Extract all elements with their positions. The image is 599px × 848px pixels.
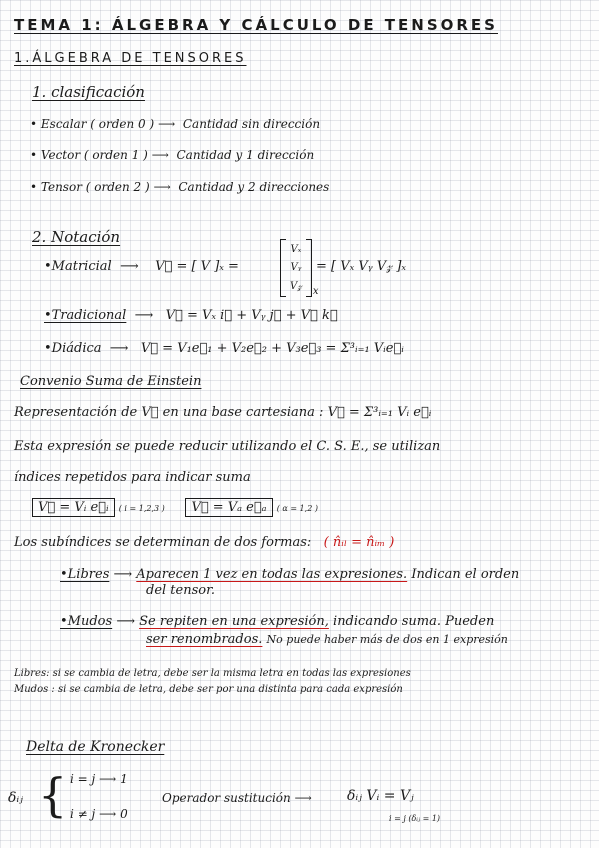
kronecker-heading: Delta de Kronecker — [26, 739, 165, 755]
matrix-entry-x: Vₓ — [290, 243, 302, 255]
einstein-line-3: índices repetidos para indicar suma — [14, 470, 251, 485]
index-boxes: V⃗ = Vᵢ e⃗ᵢ ( i = 1,2,3 ) V⃗ = Vₐ e⃗ₐ ( α = 1,2 ) — [32, 498, 318, 517]
section-heading: 1.ÁLGEBRA DE TENSORES — [14, 51, 247, 66]
red-annotation: ( n̂ᵢₗ = n̂ᵢₘ ) — [323, 535, 395, 550]
subindices-line: Los subíndices se determinan de dos formas: ( n̂ᵢₗ = n̂ᵢₘ ) — [14, 535, 395, 550]
class-item-tensor: • Tensor ( orden 2 ) ⟶ Cantidad y 2 direcciones — [30, 180, 330, 194]
einstein-line-2: Esta expresión se puede reducir utilizando el C. S. E., se utilizan — [14, 439, 441, 454]
column-matrix — [280, 239, 319, 297]
einstein-line-1: Representación de V⃗ en una base cartesiana : V⃗ = Σ³ᵢ₌₁ Vᵢ e⃗ᵢ — [14, 405, 432, 420]
operator-label: Operador sustitución ⟶ — [162, 791, 312, 805]
kronecker-symbol: δᵢⱼ — [8, 790, 23, 806]
class-item-escalar: • Escalar ( orden 0 ) ⟶ Cantidad sin dirección — [30, 117, 321, 131]
note-mudos: Mudos : si se cambia de letra, debe ser por una distinta para cada expresión — [14, 684, 403, 695]
note-libres: Libres: si se cambia de letra, debe ser la misma letra en todas las expresiones — [14, 668, 411, 679]
left-brace: { — [38, 768, 68, 822]
kronecker-case-equal: i = j ⟶ 1 — [70, 772, 128, 786]
libres-continuation: del tensor. — [146, 583, 216, 598]
substitution-note: i = j (δᵢⱼ = 1) — [389, 814, 441, 823]
einstein-heading: Convenio Suma de Einstein — [20, 374, 202, 389]
matrix-subscript: x — [312, 286, 319, 297]
matricial-row: •Matricial ⟶ V⃗ = [ V ]ₓ = — [44, 259, 239, 274]
subsection-notacion: 2. Notación — [32, 228, 121, 246]
class-item-vector: • Vector ( orden 1 ) ⟶ Cantidad y 1 dirección — [30, 148, 315, 162]
kronecker-case-unequal: i ≠ j ⟶ 0 — [70, 807, 128, 821]
matrix-entry-y: Vᵧ — [290, 262, 302, 274]
matrix-entry-z: V𝓏 — [290, 281, 302, 293]
libres-row: •Libres ⟶ Aparecen 1 vez en todas las expresiones. Indican el orden — [60, 567, 520, 582]
mudos-row: •Mudos ⟶ Se repiten en una expresión, indicando suma. Pueden — [60, 614, 495, 629]
subsection-clasificacion: 1. clasificación — [32, 83, 145, 101]
matricial-rhs: = [ Vₓ Vᵧ V𝓏 ]ₓ — [316, 259, 407, 274]
tradicional-row: •Tradicional ⟶ V⃗ = Vₓ i⃗ + Vᵧ j⃗ + V𝓏 k⃗ — [44, 308, 338, 323]
mudos-continuation: ser renombrados. No puede haber más de dos en 1 expresión — [146, 632, 508, 647]
boxed-expression-i: V⃗ = Vᵢ e⃗ᵢ — [32, 498, 115, 517]
diadica-row: •Diádica ⟶ V⃗ = V₁e⃗₁ + V₂e⃗₂ + V₃e⃗₃ = Σ³ᵢ₌₁ Vᵢe⃗ᵢ — [44, 341, 404, 356]
boxed-expression-alpha: V⃗ = Vₐ e⃗ₐ — [185, 498, 272, 517]
substitution-expr: δᵢⱼ Vᵢ = Vⱼ — [347, 788, 414, 804]
page-title: TEMA 1: ÁLGEBRA Y CÁLCULO DE TENSORES — [14, 16, 498, 34]
